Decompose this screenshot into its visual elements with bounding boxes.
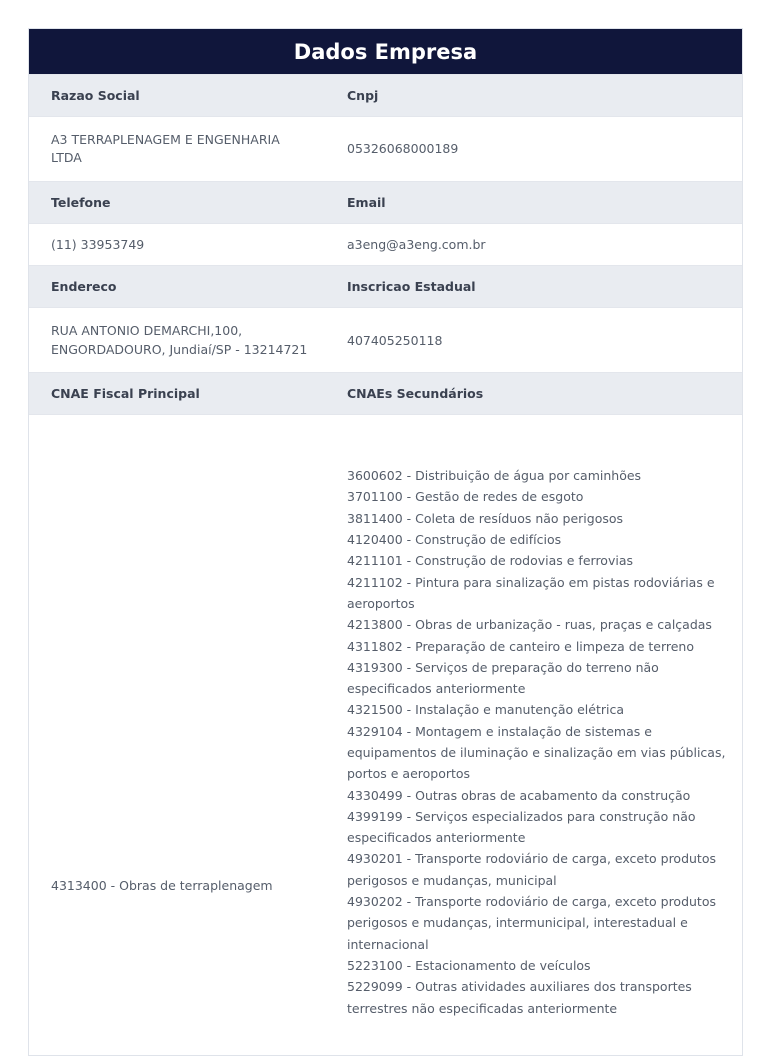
label-razao-social: Razao Social <box>51 88 140 103</box>
value-razao-social: A3 TERRAPLENAGEM E ENGENHARIA LTDA <box>51 132 280 165</box>
header-row-cnae <box>29 372 742 414</box>
value-email: a3eng@a3eng.com.br <box>347 237 486 252</box>
cnae-secundario-item: 4329104 - Montagem e instalação de sistemas e equipamentos de iluminação e sinalização em vias públicas, portos e aeroportos <box>347 723 726 782</box>
value-row-endereco-ie <box>29 307 742 372</box>
cnae-secundario-item: 4330499 - Outras obras de acabamento da construção <box>347 787 691 803</box>
header-row-endereco-ie <box>29 265 742 307</box>
value-row-telefone-email <box>29 223 742 265</box>
cnae-secundario-item: 5229099 - Outras atividades auxiliares dos transportes terrestres não especificadas anteriormente <box>347 979 692 1016</box>
value-cnae-principal: 4313400 - Obras de terraplenagem <box>51 877 273 893</box>
cnae-secundario-item: 4120400 - Construção de edifícios <box>347 532 562 548</box>
company-data-card <box>28 28 743 1056</box>
cnae-secundario-item: 4211101 - Construção de rodovias e ferrovias <box>347 553 633 569</box>
value-telefone: (11) 33953749 <box>51 237 145 252</box>
cnae-secundario-item: 4319300 - Serviços de preparação do terreno não especificados anteriormente <box>347 659 659 697</box>
cnae-secundario-item: 3600602 - Distribuição de água por caminhões <box>347 468 642 484</box>
cnae-secundario-item: 4213800 - Obras de urbanização - ruas, praças e calçadas <box>347 617 712 633</box>
cnae-secundario-item: 3811400 - Coleta de resíduos não perigosos <box>347 510 624 526</box>
label-endereco: Endereco <box>51 279 117 294</box>
card-title: Dados Empresa <box>29 29 742 74</box>
label-cnpj: Cnpj <box>347 88 379 103</box>
label-cnaes-secundarios: CNAEs Secundários <box>347 386 484 401</box>
cnae-secundario-item: 4930201 - Transporte rodoviário de carga, exceto produtos perigosos e mudanças, municipal <box>347 851 716 888</box>
label-cnae-principal: CNAE Fiscal Principal <box>51 386 200 401</box>
label-email: Email <box>347 195 386 210</box>
cnaes-secundarios-list <box>325 451 742 1019</box>
header-row-telefone-email <box>29 181 742 223</box>
cnae-secundario-item: 3701100 - Gestão de redes de esgoto <box>347 489 584 505</box>
header-row-razao-cnpj <box>29 74 742 116</box>
label-inscricao-estadual: Inscricao Estadual <box>347 279 476 294</box>
value-row-cnae <box>29 414 742 1055</box>
cnae-secundario-item: 5223100 - Estacionamento de veículos <box>347 957 591 973</box>
label-telefone: Telefone <box>51 195 111 210</box>
value-row-razao-cnpj <box>29 116 742 181</box>
cnae-secundario-item: 4930202 - Transporte rodoviário de carga, exceto produtos perigosos e mudanças, intermunicipal, interestadual e internacional <box>347 894 716 952</box>
value-inscricao-estadual: 407405250118 <box>347 332 443 348</box>
value-cnpj: 05326068000189 <box>347 141 459 156</box>
value-endereco: RUA ANTONIO DEMARCHI,100, ENGORDADOURO, Jundiaí/SP - 13214721 <box>51 323 308 357</box>
cnae-secundario-item: 4321500 - Instalação e manutenção elétrica <box>347 702 625 718</box>
cnae-secundario-item: 4311802 - Preparação de canteiro e limpeza de terreno <box>347 638 694 654</box>
cnae-secundario-item: 4399199 - Serviços especializados para construção não especificados anteriormente <box>347 808 696 846</box>
cnae-secundario-item: 4211102 - Pintura para sinalização em pistas rodoviárias e aeroportos <box>347 574 715 611</box>
